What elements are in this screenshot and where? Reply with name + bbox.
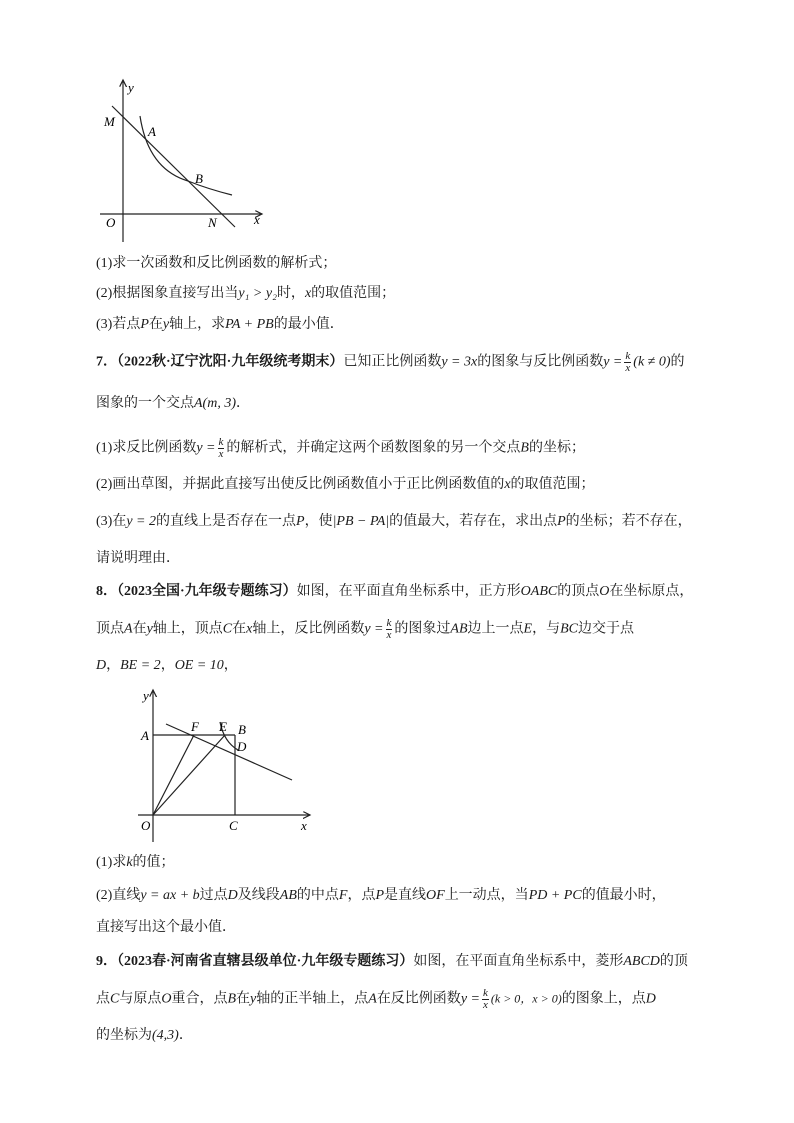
q9-line3: 的坐标为(4,3)． xyxy=(96,1028,193,1043)
q9-line2: 点C与原点O重合，点B在y轴的正半轴上，点A在反比例函数y = $\frac{k}{x}$ (k > 0，x > 0)的图象上，点D xyxy=(96,987,656,1011)
fraction-k-over-x: $\frac{k}{x}$ xyxy=(625,350,631,374)
label-x: x xyxy=(301,818,307,833)
q6-part1: (1)求一次函数和反比例函数的解析式； xyxy=(96,256,337,271)
label-o: O xyxy=(141,818,151,833)
segment-of xyxy=(153,735,194,815)
line-mn xyxy=(112,106,235,227)
fraction-k-over-x: $\frac{k}{x}$ xyxy=(218,436,224,460)
label-x: x xyxy=(254,212,260,227)
label-d: D xyxy=(237,739,247,754)
q8-part2-cont: 直接写出这个最小值． xyxy=(96,920,236,935)
label-e: E xyxy=(219,719,227,734)
q8-part1: (1)求k的值； xyxy=(96,855,175,870)
q7-part3: (3)在y = 2的直线上是否存在一点P，使|PB − PA|的值最大，若存在，求出点P的坐标；若不存在， xyxy=(96,514,692,529)
label-c: C xyxy=(229,818,238,833)
q8-part2: (2)直线y = ax + b过点D及线段AB的中点F，点P是直线OF上一动点，当PD + PC的值最小时， xyxy=(96,888,666,903)
q8-line3: D，BE = 2，OE = 10， xyxy=(96,658,238,673)
q9-line1: 9．（2023春·河南省直辖县级单位·九年级专题练习）如图，在平面直角坐标系中，菱形ABCD的顶 xyxy=(96,954,688,969)
q8-line2: 顶点A在y轴上，顶点C在x轴上，反比例函数y = $\frac{k}{x}$ 的图象过AB边上一点E，与BC边交于点 xyxy=(96,617,634,641)
q6-part2: (2)根据图象直接写出当y₁ > y₂时，x的取值范围； xyxy=(96,286,396,301)
label-o: O xyxy=(106,215,116,230)
label-b: B xyxy=(238,722,246,737)
fraction-k-over-x: $\frac{k}{x}$ xyxy=(386,617,392,641)
q7-line2: 图象的一个交点A(m, 3)． xyxy=(96,396,250,411)
q7-part1: (1)求反比例函数y = $\frac{k}{x}$ 的解析式，并确定这两个函数图象的另一个交点B的坐标； xyxy=(96,436,585,460)
label-y: y xyxy=(143,688,149,703)
q7-part3-cont: 请说明理由． xyxy=(96,551,180,566)
label-a: A xyxy=(148,124,156,139)
label-f: F xyxy=(191,719,199,734)
segment-oe xyxy=(153,735,225,815)
q6-part3: (3)若点P在y轴上，求PA + PB的最小值． xyxy=(96,317,344,332)
figure-1 xyxy=(96,74,271,244)
label-y: y xyxy=(128,80,134,95)
label-m: M xyxy=(104,114,115,129)
figure-2 xyxy=(130,684,320,844)
label-n: N xyxy=(208,215,217,230)
label-a: A xyxy=(141,728,149,743)
q7-line1: 7．（2022秋·辽宁沈阳·九年级统考期末）已知正比例函数y = 3x的图象与反比例函数y = $\frac{k}{x}$ (k ≠ 0)的 xyxy=(96,350,685,374)
fraction-k-over-x: $\frac{k}{x}$ xyxy=(482,987,488,1011)
label-b: B xyxy=(195,171,203,186)
q8-line1: 8．（2023全国·九年级专题练习）如图，在平面直角坐标系中，正方形OABC的顶点O在坐标原点， xyxy=(96,584,694,599)
q7-part2: (2)画出草图，并据此直接写出使反比例函数值小于正比例函数值的x的取值范围； xyxy=(96,477,595,492)
